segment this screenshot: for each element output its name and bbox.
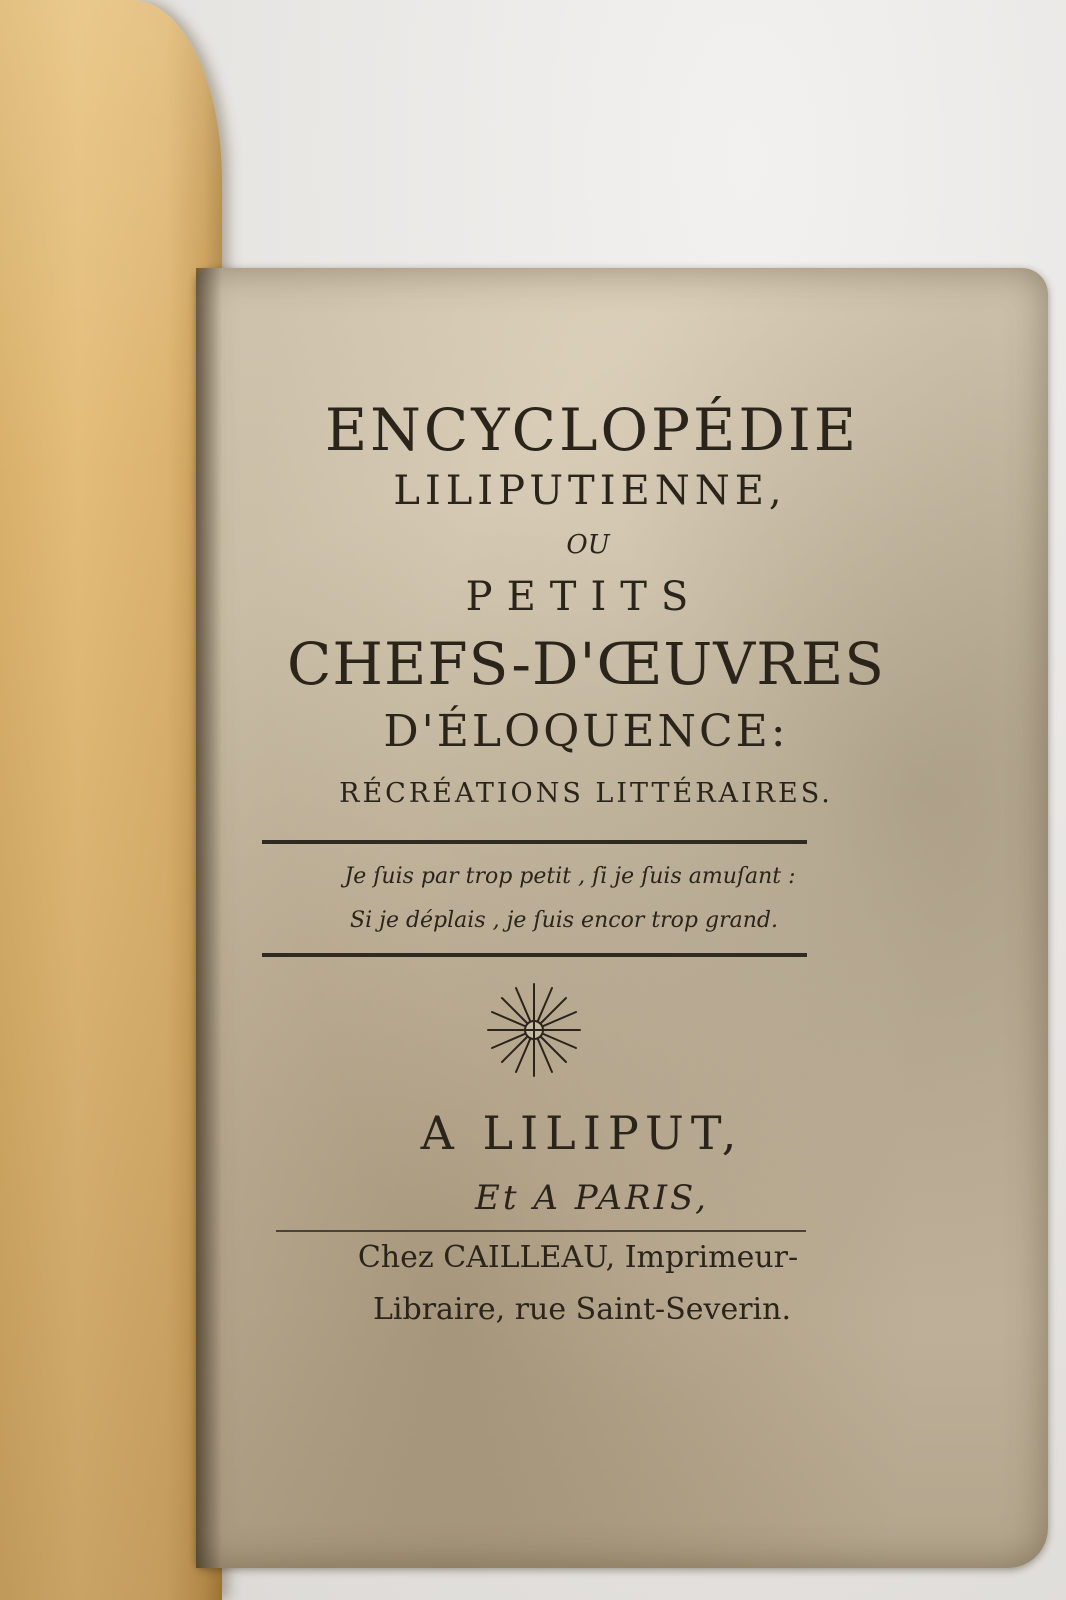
imprint-line-1: Chez CAILLEAU, Imprimeur-	[357, 1240, 799, 1275]
spine-shadow	[196, 268, 222, 1568]
title-line-1: ENCYCLOPÉDIE	[324, 396, 860, 464]
title-line-2: LILIPUTIENNE,	[393, 468, 787, 514]
title-page	[196, 268, 1048, 1568]
divider-rule-thin	[276, 1230, 806, 1232]
place-line-1: A LILIPUT,	[420, 1106, 744, 1160]
subtitle-line-4: RÉCRÉATIONS LITTÉRAIRES.	[339, 778, 833, 809]
epigraph-line-1: Je ſuis par trop petit , ſi je ſuis amuſant :	[344, 864, 796, 889]
divider-rule-bottom	[262, 953, 807, 957]
divider-rule-top	[262, 840, 807, 844]
subtitle-line-2: CHEFS-D'ŒUVRES	[287, 630, 885, 698]
subtitle-line-1: PETITS	[465, 574, 703, 620]
title-connector: OU	[566, 530, 610, 560]
subtitle-line-3: D'ÉLOQUENCE:	[383, 706, 789, 757]
imprint-line-2: Libraire, rue Saint-Severin.	[372, 1292, 791, 1327]
place-line-2: Et A PARIS,	[475, 1178, 709, 1218]
epigraph-line-2: Si je déplais , je ſuis encor trop grand.	[350, 908, 778, 933]
sunburst-ornament-icon	[484, 980, 584, 1080]
